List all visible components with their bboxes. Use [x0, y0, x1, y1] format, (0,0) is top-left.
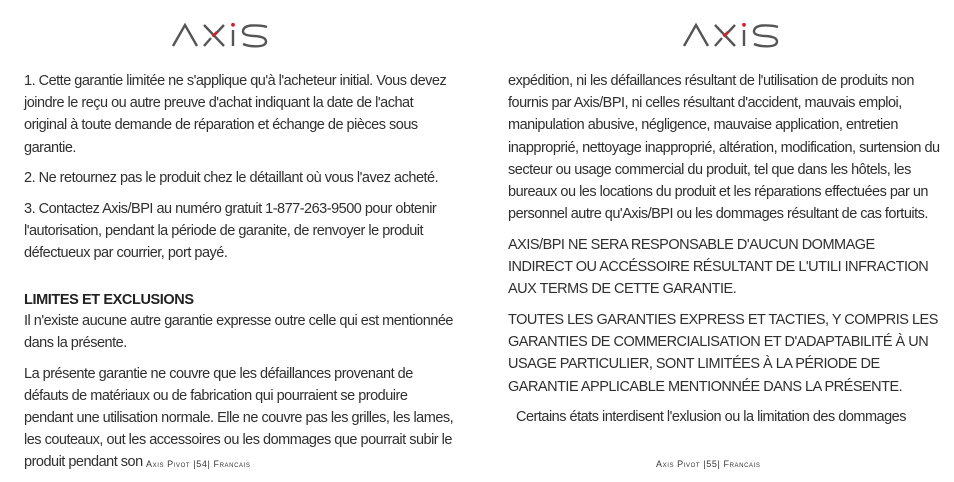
left-body-text — [24, 70, 456, 482]
paragraph-implied-warranties: TOUTES LES GARANTIES EXPRESS ET TACTIES, Y COMPRIS LES GARANTIES DE COMMERCIALISATION ET D'ADAPTABILITÉ À UN USAGE PARTICULIER, SONT LIMITÉES À LA PÉRIODE DE GARANTIE APPLICABLE MENTIONNÉE DANS LA PRÉSENTE. — [508, 312, 938, 395]
footer-language: Francais — [213, 459, 251, 469]
paragraph-warranty-1: 1. Cette garantie limitée ne s'applique qu'à l'acheteur initial. Vous devez joindre le reçu ou autre preuve d'achat indiquant la date de l'achat original à toute demande de réparation et échange de pièces sous garantie. — [24, 73, 447, 156]
footer-product: Axis Pivot — [656, 459, 701, 469]
page-footer: Axis Pivot |55| Francais — [656, 459, 761, 469]
paragraph-exclusion-2: La présente garantie ne couvre que les défaillances provenant de défauts de matériaux ou de fabrication qui pourraient se produire pendant une utilisation normale. Elle ne couvre pas les grilles, les lames, les couteaux, out les accessoires ou les dommages que pourrait subir le produit pendant son — [24, 365, 454, 471]
footer-language: Francais — [723, 459, 761, 469]
left-page — [0, 0, 477, 477]
paragraph-exclusion-1: Il n'existe aucune autre garantie expresse outre celle qui est mentionnée dans la présente. — [24, 312, 453, 351]
axis-logo — [171, 22, 271, 48]
page-number: 54 — [196, 459, 208, 469]
axis-logo — [682, 22, 782, 48]
page-number: 55 — [706, 459, 718, 469]
section-heading: LIMITES ET EXCLUSIONS — [24, 291, 194, 308]
paragraph-states: Certains états interdisent l'exlusion ou la limitation des dommages — [516, 409, 906, 426]
paragraph-liability: AXIS/BPI NE SERA RESPONSABLE D'AUCUN DOMMAGE INDIRECT OU ACCÉSSOIRE RÉSULTANT DE L'UTILI INFRACTION AUX TERMS DE CETTE GARANTIE. — [508, 236, 929, 298]
paragraph-warranty-3: 3. Contactez Axis/BPI au numéro gratuit 1-877-263-9500 pour obtenir l'autorisation, pendant la période de garanite, de renvoyer le produit défectueux par courrier, port payé. — [24, 201, 437, 262]
paragraph-exclusion-3: expédition, ni les défaillances résultant de l'utilisation de produits non fournis par Axis/BPI, ni celles résultant d'accident, mauvais emploi, manipulation abusive, négligence, mauvaise application, entretien inapproprié, nettoyage inapproprié, altération, modification, surtension du secteur ou usage commercial du produit, tel que dans les hôtels, les bureaux ou les locations du produit et les réparations effectuées par un personnel autre qu'Axis/BPI ou les dommages résultant de cas fortuits. — [508, 73, 940, 223]
footer-product: Axis Pivot — [146, 459, 191, 469]
paragraph-warranty-2: 2. Ne retournez pas le produit chez le détaillant où vous l'avez acheté. — [24, 170, 439, 187]
page-footer: Axis Pivot |54| Francais — [146, 459, 251, 469]
right-body-text — [508, 70, 942, 437]
right-page — [477, 0, 954, 477]
